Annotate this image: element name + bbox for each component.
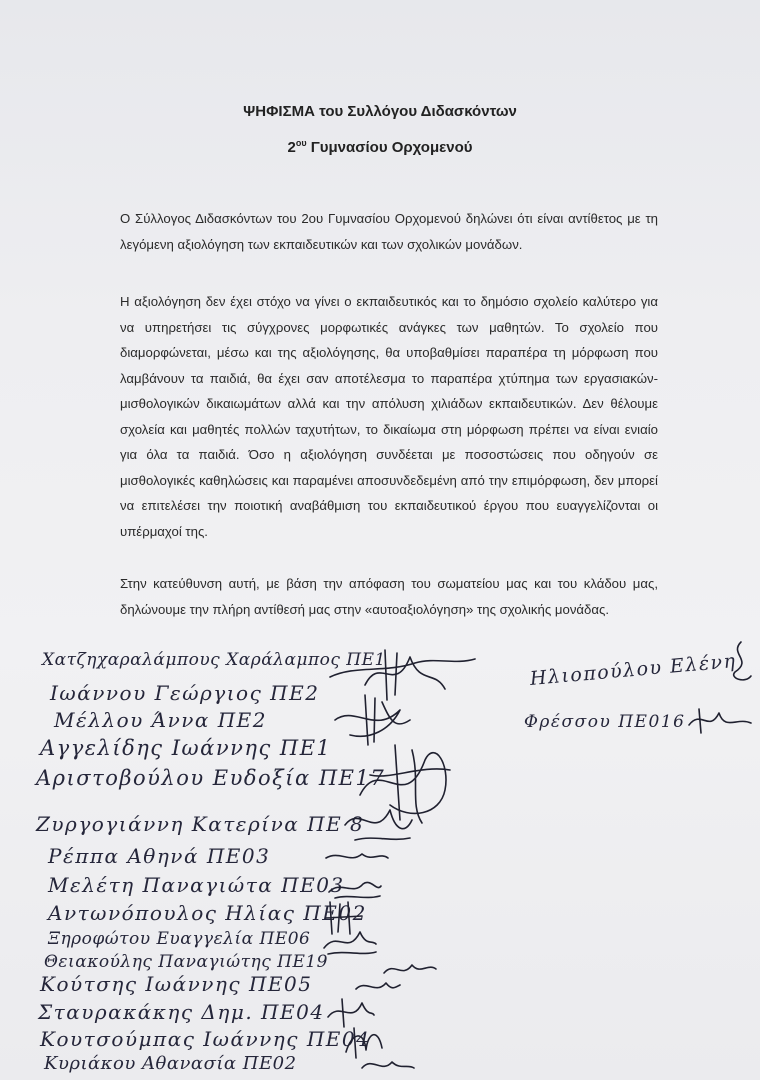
signature-name: Ξηροφώτου Ευαγγελία ΠΕ06 (48, 929, 311, 949)
signature-name: Θειακούλης Παναγιώτης ΠΕ19 (44, 952, 328, 972)
signature-name: Κυριάκου Αθανασία ΠΕ02 (44, 1053, 297, 1074)
signature-scrawl (358, 1052, 418, 1078)
document-subtitle (0, 138, 760, 156)
signature-name: Ηλιοπούλου Ελένη (529, 649, 738, 690)
signature-name: Σταυρακάκης Δημ. ΠΕ04 (38, 1000, 325, 1024)
paragraph-declaration: Ο Σύλλογος Διδασκόντων του 2ου Γυμνασίου Ορχομενού δηλώνει ότι είναι αντίθετος με τη λεγόμενη αξιολόγηση των εκπαιδευτικών και των σχολικών μονάδων. (120, 211, 658, 252)
signature-name: Μελέτη Παναγιώτα ΠΕ03 (48, 873, 345, 897)
signature-name: Ιωάννου Γεώργιος ΠΕ2 (50, 681, 320, 705)
paragraph-conclusion: Στην κατεύθυνση αυτή, με βάση την απόφαση του σωματείου μας και του κλάδου μας, δηλώνουμε την πλήρη αντίθεσή μας στην «αυτοαξιολόγηση» της σχολικής μονάδας. (120, 576, 658, 617)
signature-name: Κούτσης Ιωάννης ΠΕ05 (40, 972, 313, 996)
paragraph-argument: Η αξιολόγηση δεν έχει στόχο να γίνει ο εκπαιδευτικός και το δημόσιο σχολείο καλύτερο για να υπηρετήσει τις σύγχρονες μορφωτικές ανάγκες των μαθητών. Το σχολείο που διαμορφώνεται, μέσω και της αξιολόγησης, θα υποβαθμίσει παραπέρα τη μόρφωση που λαμβάνουν τα παιδιά, θα έχει σαν αποτέλεσμα το παραπέρα χτύπημα των εργασιακών-μισθολογικών δικαιωμάτων αλλά και την απόλυση χιλιάδων εκπαιδευτικών. Δεν θέλουμε σχολεία και μαθητές πολλών ταχυτήτων, το δικαίωμα στη μόρφωση πρέπει να είναι ενιαίο για όλα τα παιδιά. Όσο η αξιολόγηση συνδέεται με ποσοστώσεις που οδηγούν σε μισθολογικές καθηλώσεις και παραμένει αποσυνδεδεμένη από την επιμόρφωση, δεν μπορεί να επιτελέσει την ποιοτική αναβάθμιση του εκπαιδευτικού έργου που ευαγγελίζονται οι υπέρμαχοί της. (120, 294, 658, 539)
signature-name: Φρέσσου ΠΕ016 (524, 712, 686, 732)
signature-scrawl (725, 638, 757, 688)
signature-scrawl (318, 920, 378, 960)
signature-scrawl (685, 705, 755, 737)
signature-name: Ζυργογιάννη Κατερίνα ΠΕ 8 (36, 812, 365, 836)
ordinal-superscript: ου (295, 138, 307, 148)
signature-name: Χατζηχαραλάμπους Χαράλαμπος ΠΕ1 (42, 650, 386, 670)
signature-name: Κουτσούμπας Ιωάννης ΠΕ04 (40, 1027, 371, 1051)
signature-name: Μέλλου Άννα ΠΕ2 (54, 708, 268, 732)
signature-name: Ρέππα Αθηνά ΠΕ03 (48, 844, 271, 868)
signature-scrawl (322, 846, 392, 868)
document-title: ΨΗΦΙΣΜΑ του Συλλόγου Διδασκόντων (243, 103, 517, 120)
school-name: Γυμνασίου Ορχομενού (306, 139, 473, 156)
signature-name: Αγγελίδης Ιωάννης ΠΕ1 (40, 736, 332, 760)
signature-name: Αντωνόπουλος Ηλίας ΠΕ02 (48, 901, 367, 925)
school-number: 2 (287, 139, 296, 156)
signature-name: Αριστοβούλου Ευδοξία ΠΕ17 (36, 766, 386, 790)
signature-scrawl (340, 800, 415, 845)
